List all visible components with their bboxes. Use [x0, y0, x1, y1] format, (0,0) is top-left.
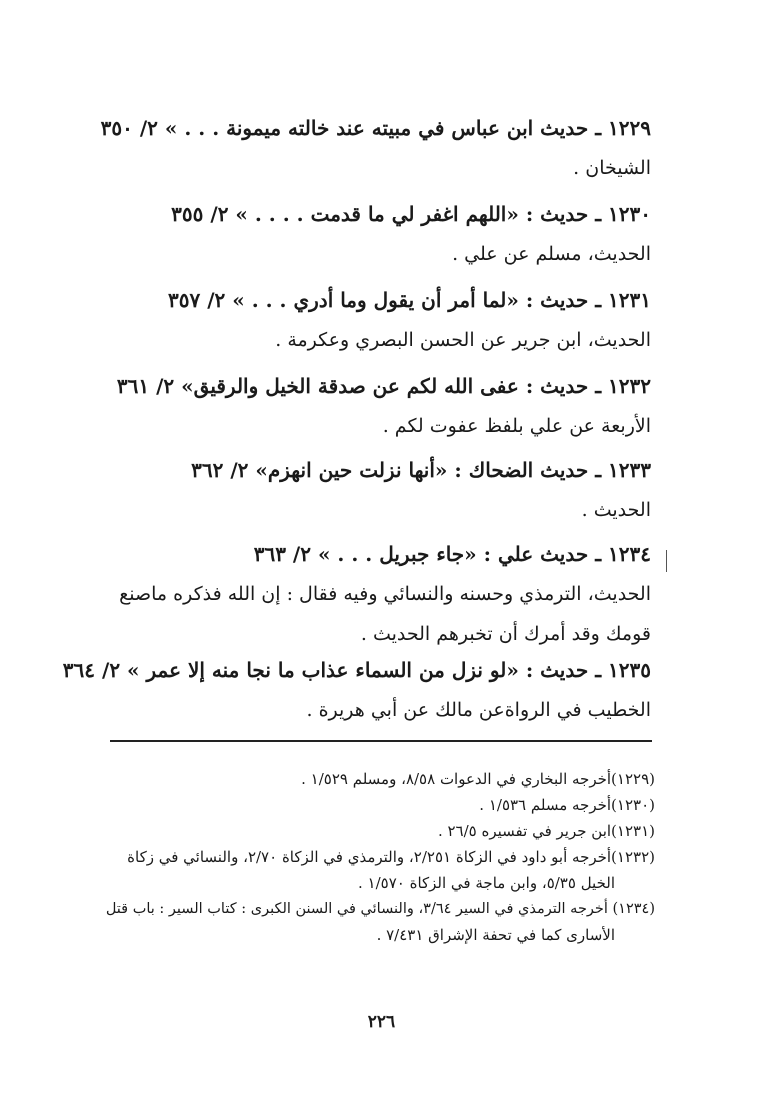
- entry-heading: ١٢٣٥ ـ حديث : «لو نزل من السماء عذاب ما نجا منه إلا عمر » ٢/ ٣٦٤: [62, 658, 651, 682]
- entry-line: الخطيب في الرواةعن مالك عن أبي هريرة .: [306, 699, 651, 721]
- entry-body: [101, 148, 651, 188]
- entry-line: الحديث .: [581, 499, 651, 521]
- footnote-1230: (١٢٣٠)أخرجه مسلم ١/٥٣٦ .: [479, 796, 655, 814]
- hadith-entry-1234: [106, 534, 651, 654]
- entry-heading: ١٢٣٤ ـ حديث علي : «جاء جبريل . . . » ٢/ ٣٦٣: [253, 542, 651, 566]
- entry-body: [191, 490, 651, 530]
- margin-mark: [666, 550, 667, 572]
- entry-line: الأربعة عن علي بلفظ عفوت لكم .: [382, 415, 651, 437]
- footnote-1234-cont: الأسارى كما في تحفة الإشراق ٧/٤٣١ .: [376, 926, 615, 944]
- hadith-entry-1229: [101, 108, 651, 188]
- entry-line: الحديث، مسلم عن علي .: [452, 243, 651, 265]
- footnote-separator: [110, 740, 652, 742]
- hadith-entry-1230: [171, 194, 651, 274]
- entry-heading: ١٢٣٠ ـ حديث : «اللهم اغفر لي ما قدمت . . . . » ٢/ ٣٥٥: [171, 202, 651, 226]
- entry-line: قومك وقد أمرك أن تخبرهم الحديث .: [360, 623, 651, 645]
- entry-line: [106, 574, 651, 614]
- entry-heading: ١٢٣٣ ـ حديث الضحاك : «أنها نزلت حين انهزم» ٢/ ٣٦٢: [191, 458, 651, 482]
- entry-heading: ١٢٣١ ـ حديث : «لما أمر أن يقول وما أدري . . . » ٢/ ٣٥٧: [168, 288, 651, 312]
- entry-body: [168, 320, 651, 360]
- hadith-entry-1235: [63, 650, 651, 730]
- hadith-entry-1231: [168, 280, 651, 360]
- footnote-1234: (١٢٣٤) أخرجه الترمذي في السير ٣/٦٤، والنسائي في السنن الكبرى : كتاب السير : باب قتل: [105, 901, 655, 917]
- entry-line: الحديث، ابن جرير عن الحسن البصري وعكرمة .: [275, 329, 651, 351]
- footnote-1232: (١٢٣٢)أخرجه أبو داود في الزكاة ٢/٢٥١، والترمذي في الزكاة ٢/٧٠، والنسائي في زكاة: [127, 848, 655, 866]
- footnote-1231: (١٢٣١)ابن جرير في تفسيره ٢٦/٥ .: [437, 822, 655, 840]
- entry-heading: ١٢٢٩ ـ حديث ابن عباس في مبيته عند خالته ميمونة . . . » ٢/ ٣٥٠: [100, 116, 651, 140]
- entry-line-part: الحديث، الترمذي وحسنه والنسائي وفيه فقال : إن الله فذكره ماصنع: [119, 583, 651, 605]
- footnote-1229: (١٢٢٩)أخرجه البخاري في الدعوات ٨/٥٨، ومسلم ١/٥٢٩ .: [301, 770, 655, 788]
- page-number: ٢٢٦: [367, 1012, 396, 1032]
- hadith-entry-1232: [117, 366, 651, 446]
- entry-body: [117, 406, 651, 446]
- footnote-1232-cont: الخيل ٥/٣٥، وابن ماجة في الزكاة ١/٥٧٠ .: [357, 874, 615, 892]
- footnotes: [103, 766, 655, 948]
- entry-body: [63, 690, 651, 730]
- entry-body: [106, 574, 651, 654]
- entry-heading: ١٢٣٢ ـ حديث : عفى الله لكم عن صدقة الخيل والرقيق» ٢/ ٣٦١: [116, 374, 651, 398]
- entry-line: الشيخان .: [573, 157, 651, 179]
- hadith-entry-1233: [191, 450, 651, 530]
- entry-body: [171, 234, 651, 274]
